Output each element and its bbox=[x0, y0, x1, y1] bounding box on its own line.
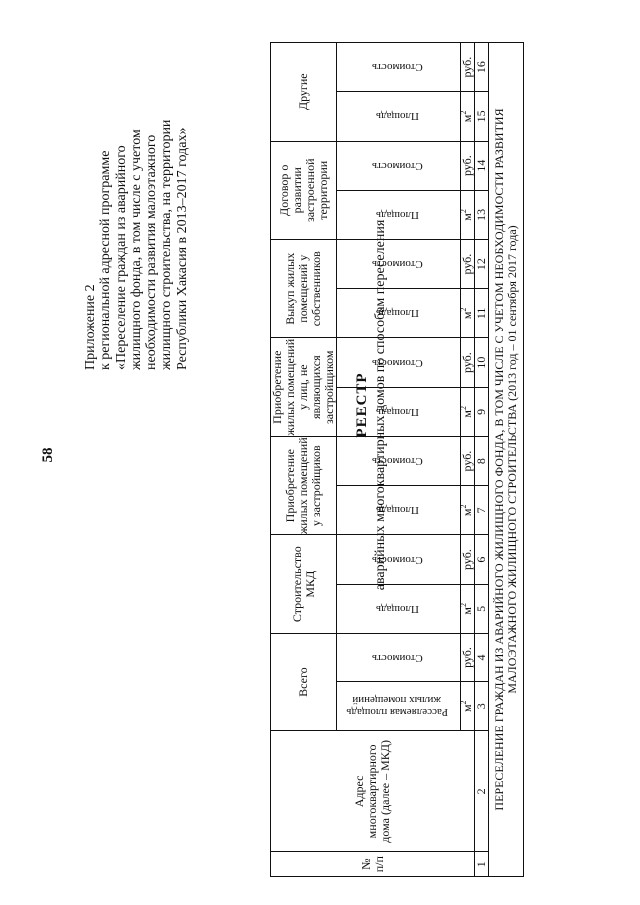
unit-m2: $м^2$ bbox=[461, 486, 475, 535]
header-area: Площадь bbox=[337, 92, 461, 141]
register-table bbox=[270, 42, 524, 877]
column-number: 11 bbox=[475, 289, 489, 338]
column-number: 1 bbox=[475, 852, 489, 877]
column-number: 14 bbox=[475, 141, 489, 190]
column-number: 9 bbox=[475, 387, 489, 436]
register-subtitle: аварийных многоквартирных домов по способам переселения bbox=[373, 219, 388, 591]
header-group-territory: Договор о развитии застроенной территории bbox=[271, 141, 337, 239]
appendix-line: «Переселение граждан из аварийного bbox=[113, 145, 129, 370]
column-number: 3 bbox=[475, 682, 489, 731]
column-number: 7 bbox=[475, 486, 489, 535]
column-numbers-row bbox=[475, 43, 489, 877]
unit-m2: $м^2$ bbox=[461, 584, 475, 633]
appendix-line: необходимости развития малоэтажного bbox=[144, 134, 160, 370]
header-cost: Стоимость bbox=[337, 240, 461, 289]
header-cost: Стоимость bbox=[337, 43, 461, 92]
header-area: Площадь bbox=[337, 486, 461, 535]
column-number: 16 bbox=[475, 43, 489, 92]
header-group-construction: Строительство МКД bbox=[271, 535, 337, 633]
page-number: 58 bbox=[40, 447, 56, 463]
header-group-purchase-non-developers: Приобретение жилых помещений у лиц, не являющихся застройщиком bbox=[270, 338, 336, 436]
appendix-line: жилищного строительства, на территории bbox=[159, 119, 175, 370]
unit-m2: $м^2$ bbox=[461, 190, 475, 239]
header-row-groups bbox=[271, 43, 337, 877]
unit-rub: руб. bbox=[461, 535, 475, 584]
unit-rub: руб. bbox=[461, 633, 475, 681]
section-heading-line: ПЕРЕСЕЛЕНИЕ ГРАЖДАН ИЗ АВАРИЙНОГО ЖИЛИЩНОГО ФОНДА, В ТОМ ЧИСЛЕ С УЧЕТОМ НЕОБХОДИМОСТИ РАЗВИТИЯ bbox=[492, 108, 506, 811]
header-resettled-area: Расселяемая площадь жилых помещений bbox=[337, 682, 461, 731]
unit-m2: $м^2$ bbox=[461, 682, 475, 731]
column-number: 4 bbox=[475, 633, 489, 681]
section-heading-line: МАЛОЭТАЖНОГО ЖИЛИЩНОГО СТРОИТЕЛЬСТВА (2013 год – 01 сентября 2017 года) bbox=[505, 225, 519, 694]
register-title: РЕЕСТР bbox=[354, 372, 370, 438]
unit-rub: руб. bbox=[461, 436, 475, 485]
unit-m2: $м^2$ bbox=[461, 289, 475, 338]
column-number: 8 bbox=[475, 436, 489, 485]
unit-rub: руб. bbox=[461, 240, 475, 289]
header-group-buyout: Выкуп жилых помещений у собственников bbox=[271, 240, 337, 338]
header-cost: Стоимость bbox=[337, 338, 461, 387]
unit-m2: $м^2$ bbox=[461, 387, 475, 436]
header-area: Площадь bbox=[337, 190, 461, 239]
unit-rub: руб. bbox=[461, 141, 475, 190]
unit-m2: $м^2$ bbox=[461, 92, 475, 141]
header-group-total: Всего bbox=[271, 633, 337, 730]
header-group-other: Другие bbox=[271, 43, 337, 142]
unit-rub: руб. bbox=[461, 338, 475, 387]
header-group-purchase-developers: Приобретение жилых помещений у застройщиков bbox=[271, 436, 337, 534]
header-area: Площадь bbox=[337, 289, 461, 338]
appendix-line: к региональной адресной программе bbox=[98, 150, 114, 370]
appendix-header bbox=[83, 40, 190, 370]
appendix-line: Республики Хакасия в 2013–2017 годах» bbox=[174, 127, 190, 370]
section-heading bbox=[489, 43, 524, 877]
header-address: Адрес многоквартирного дома (далее – МКД) bbox=[271, 731, 475, 852]
column-number: 12 bbox=[475, 240, 489, 289]
section-heading-row bbox=[489, 43, 524, 877]
column-number: 15 bbox=[475, 92, 489, 141]
header-no: № п/п bbox=[271, 852, 475, 877]
column-number: 6 bbox=[475, 535, 489, 584]
column-number: 13 bbox=[475, 190, 489, 239]
column-number: 5 bbox=[475, 584, 489, 633]
appendix-line: жилищного фонда, в том числе с учетом bbox=[128, 129, 144, 370]
header-area: Площадь bbox=[337, 387, 461, 436]
unit-rub: руб. bbox=[461, 43, 475, 92]
header-cost: Стоимость bbox=[337, 633, 461, 681]
header-cost: Стоимость bbox=[337, 535, 461, 584]
header-cost: Стоимость bbox=[337, 141, 461, 190]
column-number: 10 bbox=[475, 338, 489, 387]
appendix-line: Приложение 2 bbox=[83, 284, 98, 370]
column-number: 2 bbox=[475, 731, 489, 852]
header-cost: Стоимость bbox=[337, 436, 461, 485]
header-area: Площадь bbox=[337, 584, 461, 633]
